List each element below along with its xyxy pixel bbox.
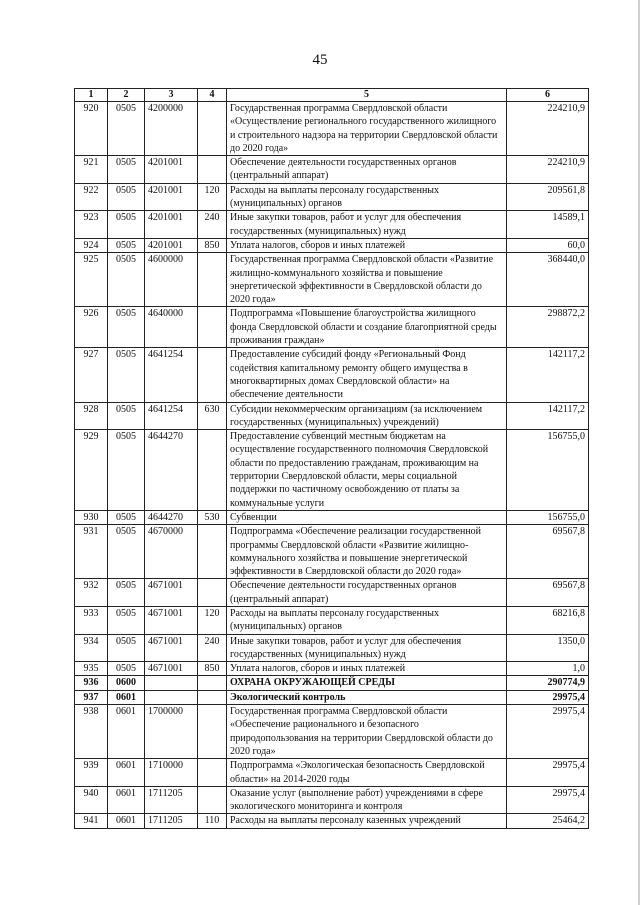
amount: 368440,0 [507, 253, 589, 307]
item-name: Предоставление субвенций местным бюджетам на осуществление государственного полномочия Свердловской области по предоставлению гражданам, проживающим на территории Свердловской области, меры социальной поддержки по частичному освобождению от платы за коммунальные услуги [227, 430, 507, 511]
section-code: 0505 [108, 156, 145, 184]
section-code: 0505 [108, 102, 145, 156]
amount: 29975,4 [507, 759, 589, 787]
table-row [75, 786, 589, 814]
table-row [75, 211, 589, 239]
row-number: 929 [75, 430, 108, 511]
section-code: 0505 [108, 183, 145, 211]
item-name: Расходы на выплаты персоналу государственных (муниципальных) органов [227, 606, 507, 634]
table-row [75, 759, 589, 787]
amount: 209561,8 [507, 183, 589, 211]
row-number: 939 [75, 759, 108, 787]
table-row [75, 814, 589, 828]
item-name: Обеспечение деятельности государственных органов (центральный аппарат) [227, 156, 507, 184]
col-header-3: 3 [145, 89, 198, 102]
target-code: 1711205 [145, 786, 198, 814]
section-code: 0601 [108, 690, 145, 704]
table-row [75, 510, 589, 524]
col-header-5: 5 [227, 89, 507, 102]
target-code: 4671001 [145, 579, 198, 607]
target-code [145, 690, 198, 704]
expense-type: 850 [198, 662, 227, 676]
target-code: 4641254 [145, 348, 198, 402]
item-name: ОХРАНА ОКРУЖАЮЩЕЙ СРЕДЫ [227, 676, 507, 690]
expense-type [198, 102, 227, 156]
target-code: 4201001 [145, 156, 198, 184]
row-number: 930 [75, 510, 108, 524]
item-name: Расходы на выплаты персоналу казенных учреждений [227, 814, 507, 828]
row-number: 928 [75, 402, 108, 430]
item-name: Уплата налогов, сборов и иных платежей [227, 238, 507, 252]
expense-type: 110 [198, 814, 227, 828]
target-code [145, 676, 198, 690]
expense-type [198, 348, 227, 402]
expense-type [198, 786, 227, 814]
expense-type: 240 [198, 634, 227, 662]
item-name: Подпрограмма «Обеспечение реализации государственной программы Свердловской области «Развитие жилищно-коммунального хозяйства и повышение энергетической эффективности в Свердловской области до 2020 года» [227, 525, 507, 579]
amount: 69567,8 [507, 525, 589, 579]
section-code: 0600 [108, 676, 145, 690]
expense-type: 850 [198, 238, 227, 252]
table-row [75, 307, 589, 348]
row-number: 938 [75, 705, 108, 759]
expense-type [198, 307, 227, 348]
target-code: 4201001 [145, 183, 198, 211]
row-number: 932 [75, 579, 108, 607]
row-number: 925 [75, 253, 108, 307]
target-code: 4644270 [145, 430, 198, 511]
section-code: 0601 [108, 759, 145, 787]
amount: 68216,8 [507, 606, 589, 634]
amount: 142117,2 [507, 348, 589, 402]
amount: 1350,0 [507, 634, 589, 662]
item-name: Оказание услуг (выполнение работ) учреждениями в сфере экологического мониторинга и контроля [227, 786, 507, 814]
item-name: Иные закупки товаров, работ и услуг для обеспечения государственных (муниципальных) нужд [227, 211, 507, 239]
expense-type [198, 156, 227, 184]
row-number: 937 [75, 690, 108, 704]
expense-type [198, 525, 227, 579]
table-row [75, 634, 589, 662]
section-code: 0505 [108, 579, 145, 607]
item-name: Государственная программа Свердловской области «Обеспечение рационального и безопасного природопользования на территории Свердловской области до 2020 года» [227, 705, 507, 759]
section-code: 0505 [108, 634, 145, 662]
table-row [75, 156, 589, 184]
target-code: 1711205 [145, 814, 198, 828]
item-name: Уплата налогов, сборов и иных платежей [227, 662, 507, 676]
target-code: 1710000 [145, 759, 198, 787]
section-code: 0505 [108, 662, 145, 676]
item-name: Подпрограмма «Повышение благоустройства жилищного фонда Свердловской области и создание благоприятной среды проживания граждан» [227, 307, 507, 348]
col-header-4: 4 [198, 89, 227, 102]
row-number: 940 [75, 786, 108, 814]
section-code: 0505 [108, 606, 145, 634]
section-code: 0505 [108, 402, 145, 430]
expense-type: 630 [198, 402, 227, 430]
item-name: Государственная программа Свердловской области «Осуществление регионального государственного жилищного и строительного надзора на территории Свердловской области до 2020 года» [227, 102, 507, 156]
expense-type: 240 [198, 211, 227, 239]
col-header-1: 1 [75, 89, 108, 102]
item-name: Субвенции [227, 510, 507, 524]
item-name: Подпрограмма «Экологическая безопасность Свердловской области» на 2014-2020 годы [227, 759, 507, 787]
target-code: 4670000 [145, 525, 198, 579]
expense-type [198, 705, 227, 759]
budget-table [74, 88, 589, 829]
table-row [75, 690, 589, 704]
row-number: 941 [75, 814, 108, 828]
amount: 14589,1 [507, 211, 589, 239]
col-header-6: 6 [507, 89, 589, 102]
expense-type [198, 430, 227, 511]
target-code: 4200000 [145, 102, 198, 156]
item-name: Государственная программа Свердловской области «Развитие жилищно-коммунального хозяйства и повышение энергетической эффективности в Свердловской области до 2020 года» [227, 253, 507, 307]
amount: 60,0 [507, 238, 589, 252]
row-number: 933 [75, 606, 108, 634]
expense-type [198, 676, 227, 690]
row-number: 936 [75, 676, 108, 690]
table-row [75, 676, 589, 690]
amount: 29975,4 [507, 705, 589, 759]
target-code: 4640000 [145, 307, 198, 348]
section-code: 0601 [108, 786, 145, 814]
table-row [75, 238, 589, 252]
row-number: 926 [75, 307, 108, 348]
row-number: 934 [75, 634, 108, 662]
expense-type: 120 [198, 606, 227, 634]
section-code: 0505 [108, 430, 145, 511]
expense-type [198, 759, 227, 787]
row-number: 927 [75, 348, 108, 402]
table-row [75, 253, 589, 307]
amount: 1,0 [507, 662, 589, 676]
col-header-2: 2 [108, 89, 145, 102]
amount: 290774,9 [507, 676, 589, 690]
amount: 29975,4 [507, 786, 589, 814]
table-row [75, 662, 589, 676]
row-number: 921 [75, 156, 108, 184]
amount: 69567,8 [507, 579, 589, 607]
item-name: Обеспечение деятельности государственных органов (центральный аппарат) [227, 579, 507, 607]
target-code: 4671001 [145, 606, 198, 634]
item-name: Иные закупки товаров, работ и услуг для обеспечения государственных (муниципальных) нужд [227, 634, 507, 662]
section-code: 0601 [108, 705, 145, 759]
row-number: 924 [75, 238, 108, 252]
amount: 224210,9 [507, 156, 589, 184]
amount: 156755,0 [507, 430, 589, 511]
amount: 29975,4 [507, 690, 589, 704]
target-code: 4641254 [145, 402, 198, 430]
amount: 142117,2 [507, 402, 589, 430]
expense-type: 530 [198, 510, 227, 524]
table-row [75, 102, 589, 156]
row-number: 920 [75, 102, 108, 156]
target-code: 4671001 [145, 662, 198, 676]
amount: 298872,2 [507, 307, 589, 348]
expense-type [198, 253, 227, 307]
item-name: Экологический контроль [227, 690, 507, 704]
item-name: Субсидии некоммерческим организациям (за исключением государственных (муниципальных) учреждений) [227, 402, 507, 430]
target-code: 4644270 [145, 510, 198, 524]
table-row [75, 579, 589, 607]
section-code: 0505 [108, 510, 145, 524]
table-row [75, 705, 589, 759]
item-name: Предоставление субсидий фонду «Региональный Фонд содействия капитальному ремонту общего имущества в многоквартирных домах Свердловской области» на обеспечение деятельности [227, 348, 507, 402]
table-row [75, 606, 589, 634]
section-code: 0505 [108, 211, 145, 239]
section-code: 0505 [108, 238, 145, 252]
expense-type [198, 690, 227, 704]
row-number: 931 [75, 525, 108, 579]
item-name: Расходы на выплаты персоналу государственных (муниципальных) органов [227, 183, 507, 211]
target-code: 4201001 [145, 211, 198, 239]
table-row [75, 525, 589, 579]
row-number: 935 [75, 662, 108, 676]
row-number: 923 [75, 211, 108, 239]
section-code: 0505 [108, 307, 145, 348]
expense-type: 120 [198, 183, 227, 211]
amount: 156755,0 [507, 510, 589, 524]
target-code: 4671001 [145, 634, 198, 662]
amount: 25464,2 [507, 814, 589, 828]
section-code: 0601 [108, 814, 145, 828]
page-number: 45 [312, 52, 328, 68]
target-code: 4201001 [145, 238, 198, 252]
target-code: 4600000 [145, 253, 198, 307]
table-row [75, 348, 589, 402]
section-code: 0505 [108, 525, 145, 579]
table-row [75, 430, 589, 511]
table-row [75, 183, 589, 211]
expense-type [198, 579, 227, 607]
table-row [75, 402, 589, 430]
target-code: 1700000 [145, 705, 198, 759]
section-code: 0505 [108, 253, 145, 307]
row-number: 922 [75, 183, 108, 211]
amount: 224210,9 [507, 102, 589, 156]
header-row [75, 89, 589, 102]
table-body [75, 102, 589, 829]
section-code: 0505 [108, 348, 145, 402]
